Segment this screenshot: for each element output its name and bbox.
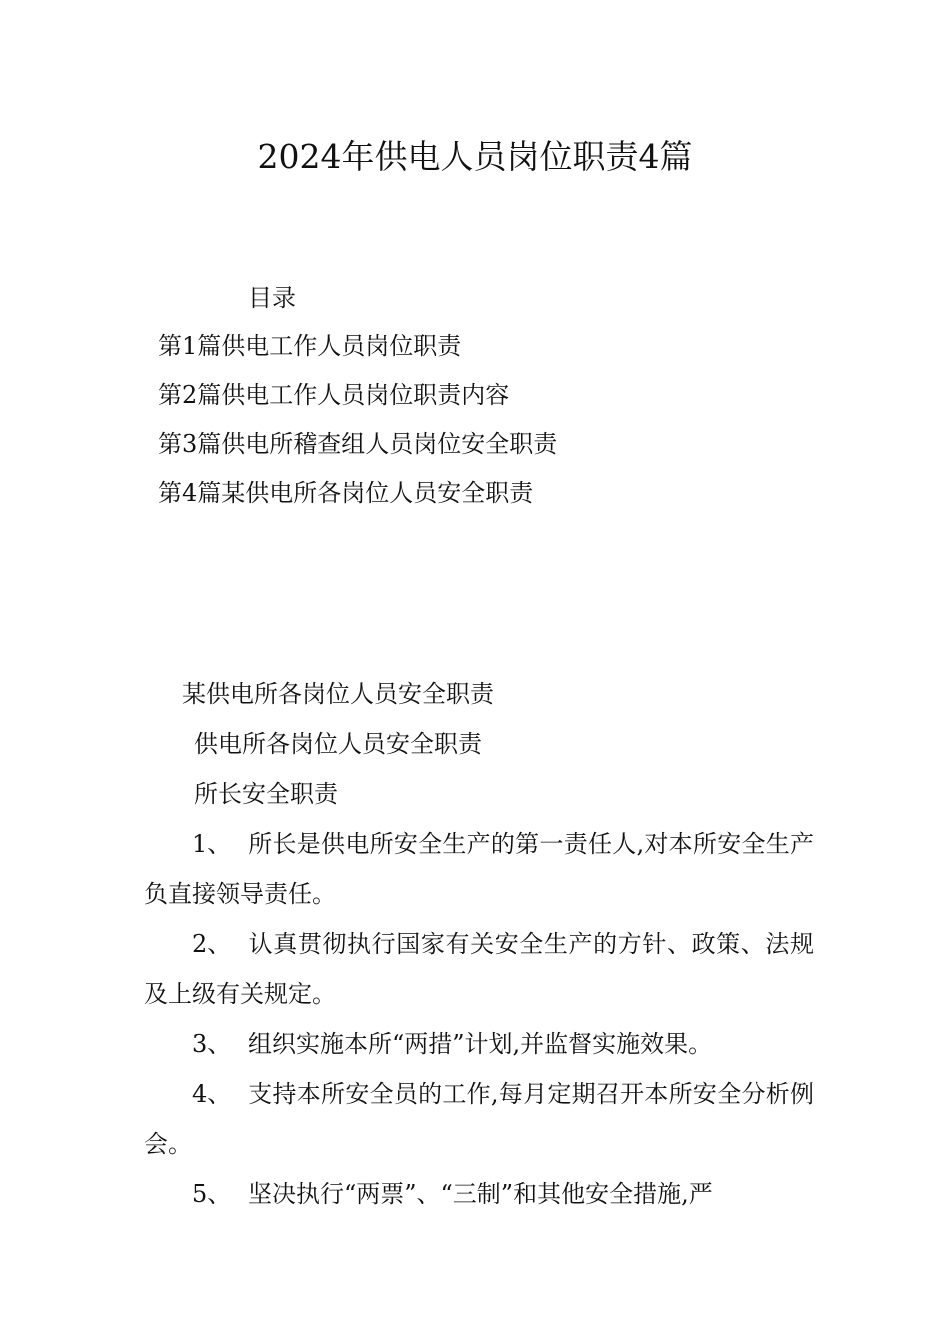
clause-text: 组织实施本所“两措”计划,并监督实施效果。 bbox=[248, 1030, 713, 1058]
table-of-contents bbox=[158, 330, 557, 526]
clause-paragraph bbox=[144, 919, 814, 1019]
clause-number: 4、 bbox=[192, 1080, 232, 1108]
clause-text: 所长是供电所安全生产的第一责任人,对本所安全生产负直接领导责任。 bbox=[144, 830, 814, 908]
section-subheading: 供电所各岗位人员安全职责 bbox=[194, 730, 482, 758]
clause-text: 认真贯彻执行国家有关安全生产的方针、政策、法规及上级有关规定。 bbox=[144, 930, 814, 1008]
toc-heading: 目录 bbox=[248, 284, 296, 312]
clause-number: 2、 bbox=[192, 930, 232, 958]
toc-item[interactable]: 第3篇供电所稽查组人员岗位安全职责 bbox=[158, 430, 558, 458]
clause-number: 1、 bbox=[192, 830, 232, 858]
clause-text: 支持本所安全员的工作,每月定期召开本所安全分析例会。 bbox=[144, 1080, 814, 1158]
clause-paragraph bbox=[144, 1169, 814, 1219]
clause-paragraph bbox=[144, 819, 814, 919]
toc-item[interactable]: 第1篇供电工作人员岗位职责 bbox=[158, 332, 462, 360]
clause-paragraph bbox=[144, 1019, 814, 1069]
document-title: 2024年供电人员岗位职责4篇 bbox=[257, 137, 693, 176]
clause-paragraph bbox=[144, 1069, 814, 1169]
toc-item[interactable]: 第4篇某供电所各岗位人员安全职责 bbox=[158, 479, 534, 507]
clause-number: 5、 bbox=[192, 1180, 232, 1208]
clause-text: 坚决执行“两票”、“三制”和其他安全措施,严 bbox=[248, 1180, 713, 1208]
clause-number: 3、 bbox=[192, 1030, 232, 1058]
role-title: 所长安全职责 bbox=[194, 780, 338, 808]
toc-item[interactable]: 第2篇供电工作人员岗位职责内容 bbox=[158, 381, 510, 409]
section-heading: 某供电所各岗位人员安全职责 bbox=[182, 680, 494, 708]
